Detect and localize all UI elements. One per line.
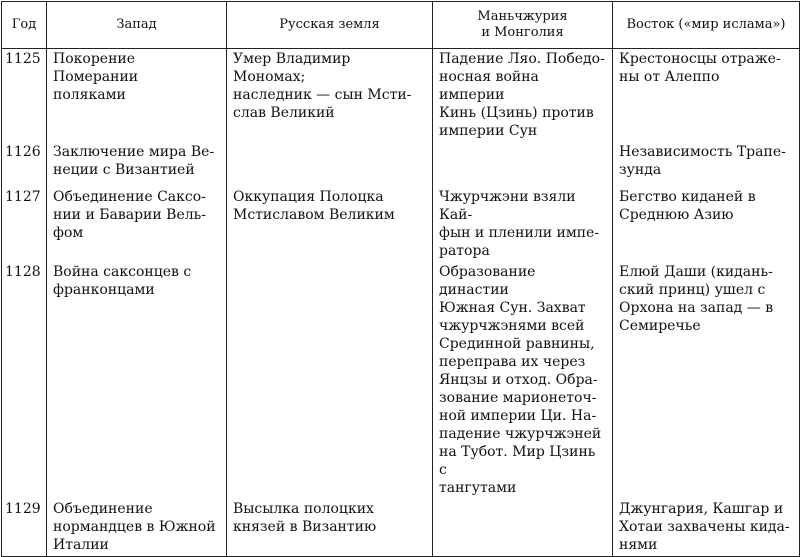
header-rus: Русская земля — [227, 2, 433, 49]
rus-cell — [227, 142, 433, 187]
year-cell: 1128 — [2, 262, 47, 499]
west-cell: Объединение Саксо- нии и Баварии Вель- фом — [47, 187, 227, 262]
rus-cell: Высылка полоцких князей в Византию — [227, 499, 433, 557]
manchuria-cell: Чжурчжэни взяли Кай- фын и пленили импе- ратора — [433, 187, 613, 262]
year-cell: 1125 — [2, 49, 47, 143]
header-manchuria: Маньчжурия и Монголия — [433, 2, 613, 49]
table-row — [2, 262, 800, 499]
header-west: Запад — [47, 2, 227, 49]
rus-cell: Оккупация Полоцка Мстиславом Великим — [227, 187, 433, 262]
east-cell: Бегство киданей в Среднюю Азию — [613, 187, 800, 262]
manchuria-cell — [433, 142, 613, 187]
rus-cell: Умер Владимир Мономах; наследник — сын Мсти- слав Великий — [227, 49, 433, 143]
year-cell: 1129 — [2, 499, 47, 557]
year-cell: 1127 — [2, 187, 47, 262]
rus-cell — [227, 262, 433, 499]
chronology-table — [1, 1, 800, 557]
manchuria-cell: Образование династии Южная Сун. Захват чжурчжэнями всей Срединной равнины, переправа их через Янцзы и отход. Обра- зование марионеточ- ной империи Ци. На- падение чжурчжэней на Тубот. Мир Цзинь с тангутами — [433, 262, 613, 499]
manchuria-cell — [433, 499, 613, 557]
west-cell: Война саксонцев с франконцами — [47, 262, 227, 499]
west-cell: Покорение Померании поляками — [47, 49, 227, 143]
header-year: Год — [2, 2, 47, 49]
east-cell: Крестоносцы отраже- ны от Алеппо — [613, 49, 800, 143]
east-cell: Независимость Трапе- зунда — [613, 142, 800, 187]
table-row — [2, 142, 800, 187]
table-row — [2, 499, 800, 557]
west-cell: Объединение нормандцев в Южной Италии — [47, 499, 227, 557]
header-row — [2, 2, 800, 49]
header-east: Восток («мир ислама») — [613, 2, 800, 49]
manchuria-cell: Падение Ляо. Победо- носная война империи Кинь (Цзинь) против империи Сун — [433, 49, 613, 143]
east-cell: Джунгария, Кашгар и Хотаи захвачены кида- нями — [613, 499, 800, 557]
year-cell: 1126 — [2, 142, 47, 187]
table-row — [2, 187, 800, 262]
table-row — [2, 49, 800, 143]
west-cell: Заключение мира Ве- неции с Византией — [47, 142, 227, 187]
east-cell: Елюй Даши (кидань- ский принц) ушел с Орхона на запад — в Семиречье — [613, 262, 800, 499]
